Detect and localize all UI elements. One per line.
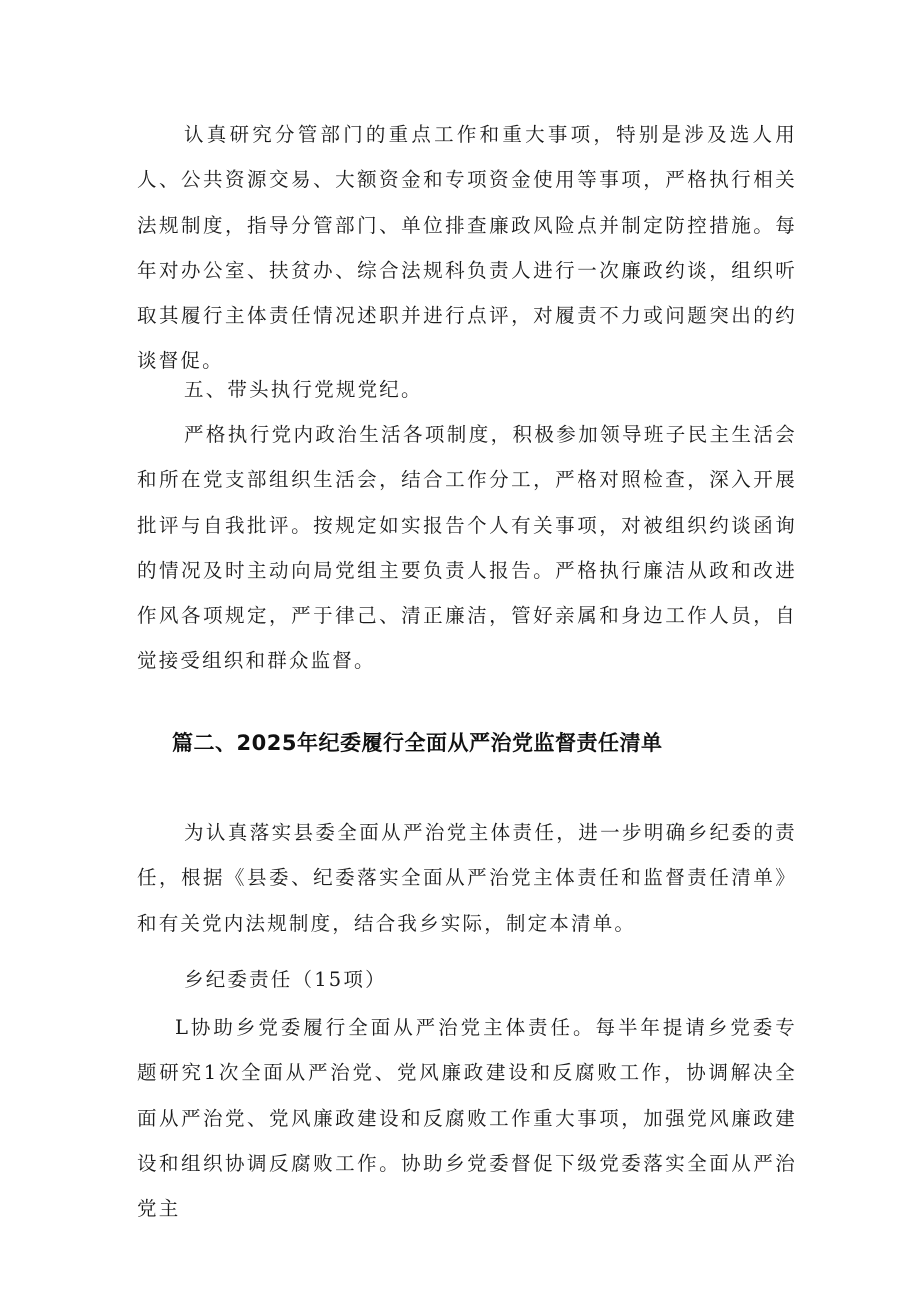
paragraph-duty-one-first-line	[137, 1005, 797, 1231]
section-heading-part-two: 篇二、2025年纪委履行全面从严治党监督责任清单	[172, 731, 663, 755]
paragraph-responsibility-research: 认真研究分管部门的重点工作和重大事项，特别是涉及选人用人、公共资源交易、大额资金和专项资金使用等事项，严格执行相关法规制度，指导分管部门、单位排查廉政风险点并制定防控措施。每年对办公室、扶贫办、综合法规科负责人进行一次廉政约谈，组织听取其履行主体责任情况述职并进行点评，对履责不力或问题突出的约谈督促。	[137, 123, 797, 373]
subheading-commission-duties: 乡纪委责任（15项）	[184, 968, 387, 991]
paragraph-intro: 为认真落实县委全面从严治党主体责任，进一步明确乡纪委的责任，根据《县委、纪委落实全面从严治党主体责任和监督责任清单》和有关党内法规制度，结合我乡实际，制定本清单。	[137, 821, 797, 935]
paragraph-party-discipline: 严格执行党内政治生活各项制度，积极参加领导班子民主生活会和所在党支部组织生活会，结合工作分工，严格对照检查，深入开展批评与自我批评。按规定如实报告个人有关事项，对被组织约谈函询的情况及时主动向局党组主要负责人报告。严格执行廉洁从政和改进作风各项规定，严于律己、清正廉洁，管好亲属和身边工作人员，自觉接受组织和群众监督。	[137, 423, 797, 673]
section-five-title: 五、带头执行党规党纪。	[184, 378, 423, 401]
duty-one-text: L协助乡党委履行全面从严治党主体责任。每半年提请乡党委专题研究1次全面从严治党、党风廉政建设和反腐败工作，协调解决全面从严治党、党风廉政建设和反腐败工作重大事项，加强党风廉政建设和组织协调反腐败工作。协助乡党委督促下级党委落实全面从严治党主	[137, 1016, 797, 1221]
